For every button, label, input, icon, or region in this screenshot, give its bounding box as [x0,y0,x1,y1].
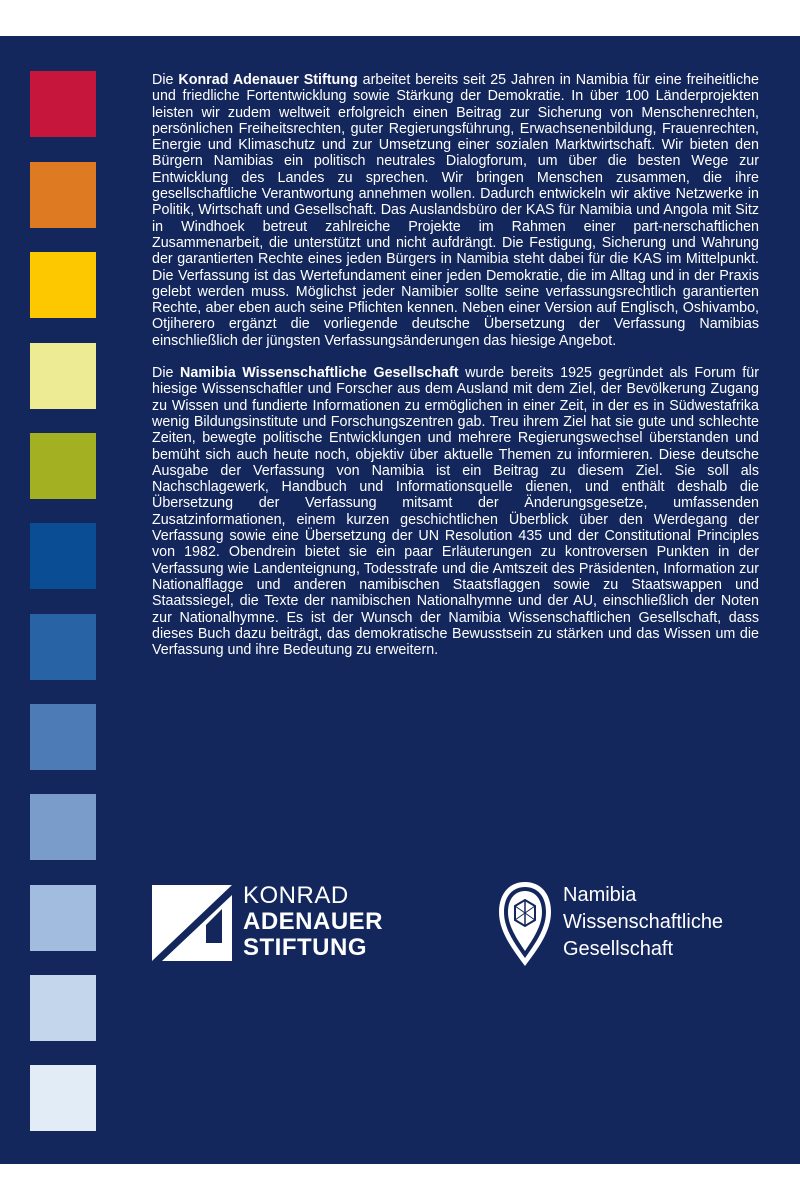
nwg-wordmark [563,882,723,963]
swatch-blue-6 [30,975,96,1041]
swatch-olive-green [30,433,96,499]
swatch-orange [30,162,96,228]
paragraph-nwg [152,365,759,658]
kas-a-mark-icon [152,885,232,961]
paragraph-nwg-pre: Die [152,365,181,382]
swatch-blue-7 [30,1065,96,1131]
nwg-line-2: Wissenschaftliche [563,911,724,933]
swatch-pale-yellow [30,343,96,409]
paragraph-kas-pre: Die [152,72,179,88]
swatch-yellow [30,252,96,318]
swatch-blue-2 [30,614,96,680]
kas-wordmark [243,883,383,961]
paragraph-kas [152,72,759,349]
paragraph-nwg-body: wurde bereits 1925 gegründet als Forum für hiesige Wissenschaftler und Forscher aus dem Ausland mit dem Ziel, der Bevölkerung Zugang zu Wissen und fundierte Informationen zu ermöglichen in einer Zeit, in der es in Südwestafrika wenig Bildungsinstitute und Forschungszentren gab. Treu ihrem Ziel hat sie gute und schlechte Zeiten, bewegte politische Entwicklungen und mehrere Regierungswechsel überstanden und bemüht sich auch heute noch, objektiv über aktuelle Themen zu informieren. Diese deutsche Ausgabe der Verfassung von Namibia ist ein Beitrag zu diesem Ziel. Sie soll als Nachschlagewerk, Handbuch und Informationsquelle dienen, und enthält deshalb die Übersetzung der Verfassung mitsamt der Änderungsgesetze, umfassenden Zusatzinformationen, einem kurzen geschichtlichen Überblick über den Werdegang der Verfassung sowie eine Übersetzung der UN Resolution 435 und der Constitutional Principles von 1982. Obendrein bietet sie ein paar Erläuterungen zu kontroversen Punkten in der Verfassung wie Landenteignung, Todesstrafe und die Amtszeit des Präsidenten, Information zur Nationalflagge und anderen namibischen Staatsflaggen sowie zu Staatswappen und Staatssiegel, die Texte der namibischen Nationalhymne und der AU, einschließlich der Noten zur Nationalhymne. Es ist der Wunsch der Namibia Wissenschaftlichen Gesellschaft, dass dieses Buch dazu beiträgt, das demokratische Bewusstsein zu stärken und das Wissen um die Verfassung und ihre Bedeutung zu erweitern. [152,365,759,659]
body-text [152,36,759,658]
nwg-name-bold: Namibia Wissenschaftliche Gesellschaft [180,365,459,382]
kas-line-3: STIFTUNG [243,934,367,961]
nwg-logo [497,880,757,970]
nwg-line-3: Gesellschaft [563,938,674,960]
nwg-line-1: Namibia [563,884,637,906]
swatch-blue-4 [30,794,96,860]
kas-name-bold: Konrad Adenauer Stiftung [178,72,358,88]
paragraph-kas-body: arbeitet bereits seit 25 Jahren in Namibia für eine freiheitliche und friedliche Fortentwicklung sowie Stärkung der Demokratie. In über 100 Länderprojekten leisten wir zudem weltweit erfolgreich einen Beitrag zur Sicherung von Menschenrechten, persönlichen Freiheitsrechten, guter Regierungsführung, Erwachsenenbildung, Frauenrechten, Energie und Klimaschutz und zur Umsetzung einer sozialen Marktwirtschaft. Wir bieten den Bürgern Namibias ein politisch neutrales Dialogforum, um über die besten Wege zur Entwicklung des Landes zu sprechen. Wir bringen Menschen zusammen, die ihre gesellschaftliche Verantwortung annehmen wollen. Dadurch entwickeln wir aktive Netzwerke in Politik, Wirtschaft und Gesellschaft. Das Auslandsbüro der KAS für Namibia und Angola mit Sitz in Windhoek betreut zahlreiche Projekte im Rahmen einer part-nerschaftlichen Zusammenarbeit, die unterstützt und nicht aufdrängt. Die Festigung, Sicherung und Wahrung der garantierten Rechte eines jeden Bürgers in Namibia steht dabei für die KAS im Mittelpunkt. Die Verfassung ist das Wertefundament einer jeden Demokratie, die im Alltag und in der Praxis gelebt werden muss. Möglichst jeder Namibier sollte seine verfassungsrechtlich garantierten Rechte, aber eben auch seine Pflichten kennen. Neben einer Version auf Englisch, Oshivambo, Otjiherero ergänzt die vorliegende deutsche Übersetzung der Verfassung Namibias einschließlich der jüngsten Verfassungsänderungen das hiesige Angebot. [152,72,759,349]
crystal-shield-icon [497,880,553,970]
kas-line-1: KONRAD [243,882,349,909]
swatch-blue-5 [30,885,96,951]
swatch-blue-1 [30,523,96,589]
kas-line-2: ADENAUER [243,908,384,935]
swatch-blue-3 [30,704,96,770]
swatch-red [30,71,96,137]
kas-logo [152,882,412,961]
